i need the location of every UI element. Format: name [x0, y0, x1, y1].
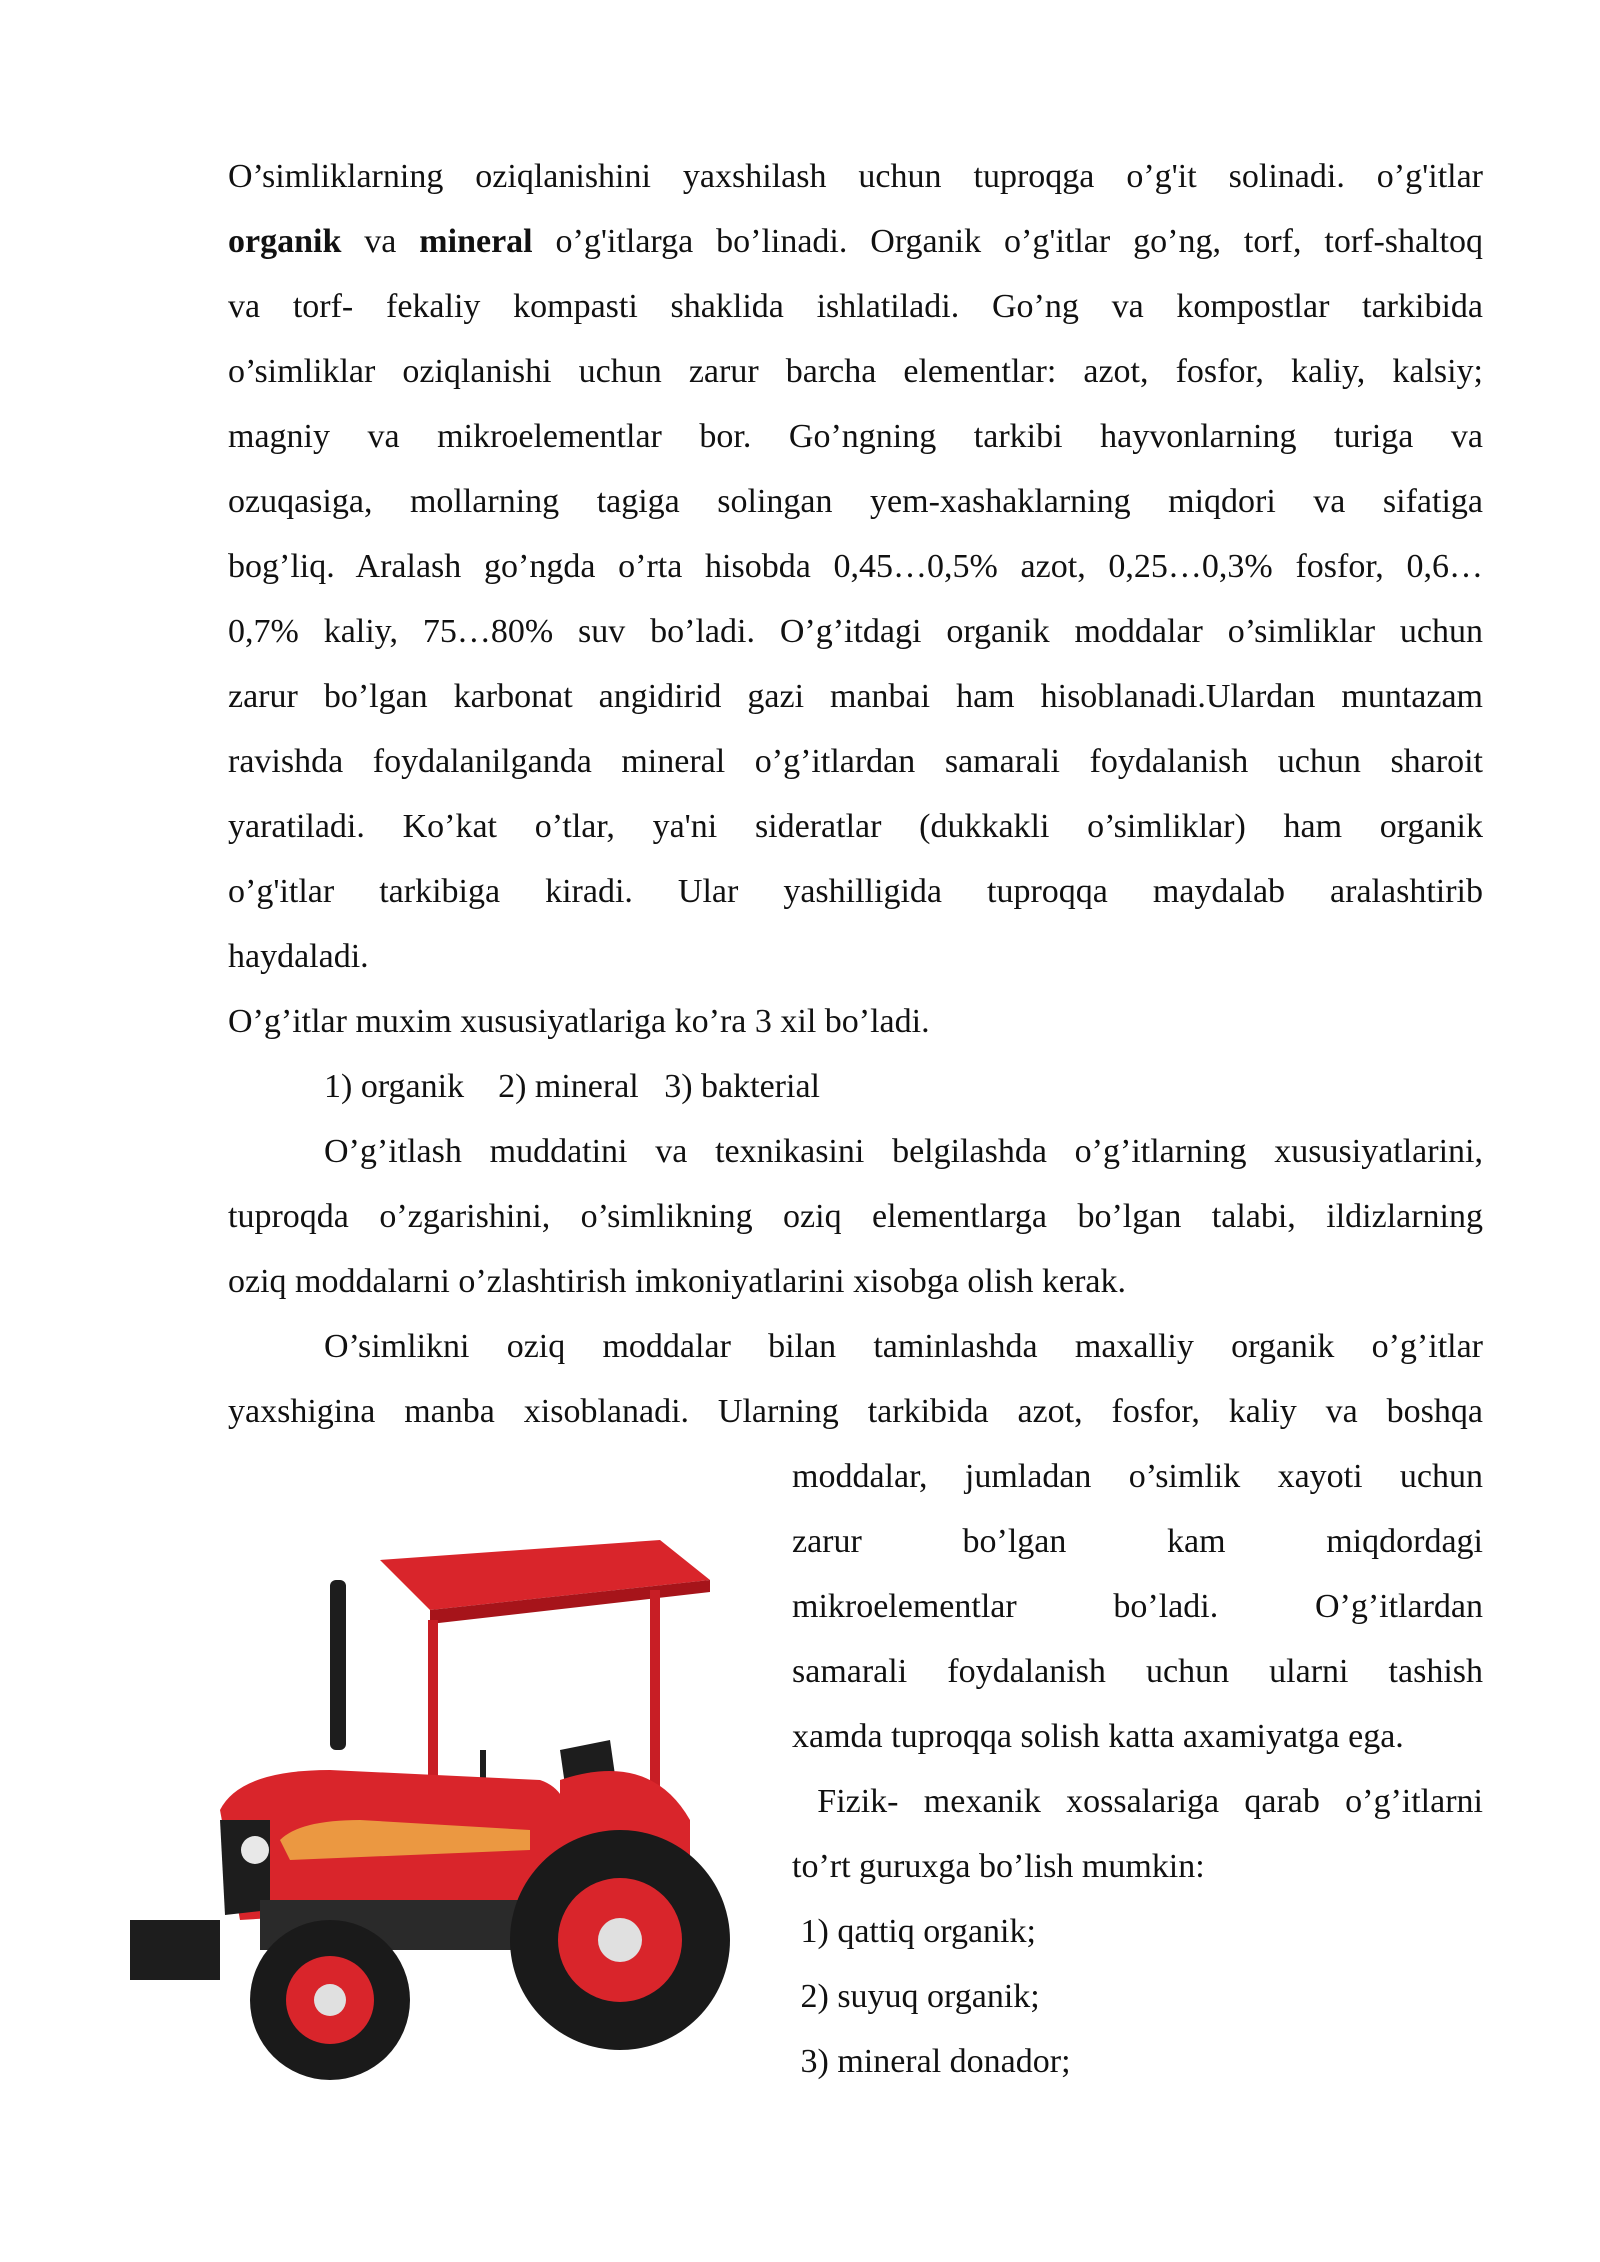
front-wheel-hub [314, 1984, 346, 2016]
list-item: 3) mineral donador; [792, 2043, 1071, 2080]
text-fragment: va [341, 223, 420, 260]
text-line: mikroelementlar bo’ladi. O’g’itlardan [792, 1588, 1483, 1625]
bold-term-mineral: mineral [419, 223, 533, 260]
exhaust-pipe [330, 1580, 346, 1750]
text-line: tuproqda o’zgarishini, o’simlikning oziq elementlarga bo’lgan talabi, ildizlarning [228, 1198, 1483, 1235]
red-tractor-illustration [130, 1520, 760, 2100]
types-intro: O’g’itlar muxim xususiyatlariga ko’ra 3 xil bo’ladi. [228, 1003, 930, 1040]
text-line: to’rt guruxga bo’lish mumkin: [792, 1848, 1205, 1885]
rear-wheel-hub [598, 1918, 642, 1962]
text-fragment: o’g'itlarga bo’linadi. Organik o’g'itlar go’ng, torf, torf-shaltoq [532, 223, 1484, 260]
text-line: zarur bo’lgan karbonat angidirid gazi manbai ham hisoblanadi.Ulardan muntazam [228, 678, 1483, 715]
headlight [241, 1836, 269, 1864]
text-line: o’simliklar oziqlanishi uchun zarur barcha elementlar: azot, fosfor, kaliy, kalsiy; [228, 353, 1483, 390]
front-weights [130, 1920, 220, 1980]
text-line: haydaladi. [228, 938, 369, 975]
text-line: ravishda foydalanilganda mineral o’g’itlardan samarali foydalanish uchun sharoit [228, 743, 1483, 780]
text-line: oziq moddalarni o’zlashtirish imkoniyatlarini xisobga olish kerak. [228, 1263, 1126, 1300]
text-line: ozuqasiga, mollarning tagiga solingan yem-xashaklarning miqdori va sifatiga [228, 483, 1483, 520]
text-line: va torf- fekaliy kompasti shaklida ishlatiladi. Go’ng va kompostlar tarkibida [228, 288, 1483, 325]
bold-term-organik: organik [228, 223, 342, 260]
text-line: moddalar, jumladan o’simlik xayoti uchun [792, 1458, 1483, 1495]
text-line: O’simlikni oziq moddalar bilan taminlashda maxalliy organik o’g’itlar [324, 1328, 1483, 1365]
text-line: o’g'itlar tarkibiga kiradi. Ular yashilligida tuproqqa maydalab aralashtirib [228, 873, 1483, 910]
text-line: zarur bo’lgan kam miqdordagi [792, 1523, 1483, 1560]
text-line: yaratiladi. Ko’kat o’tlar, ya'ni sideratlar (dukkakli o’simliklar) ham organik [228, 808, 1483, 845]
text-line: 0,7% kaliy, 75…80% suv bo’ladi. O’g’itdagi organik moddalar o’simliklar uchun [228, 613, 1483, 650]
text-line: samarali foydalanish uchun ularni tashish [792, 1653, 1483, 1690]
canopy-post [650, 1590, 660, 1800]
list-item: 2) suyuq organik; [792, 1978, 1040, 2015]
paragraph-organic-fertilizers [228, 144, 1483, 1444]
text-line: yaxshigina manba xisoblanadi. Ularning tarkibida azot, fosfor, kaliy va boshqa [228, 1393, 1483, 1430]
list-item: 1) qattiq organik; [792, 1913, 1036, 1950]
right-column-text [792, 1444, 1483, 2094]
text-line [228, 209, 1483, 274]
types-list: 1) organik 2) mineral 3) bakterial [324, 1068, 820, 1105]
text-line: O’g’itlash muddatini va texnikasini belgilashda o’g’itlarning xususiyatlarini, [324, 1133, 1483, 1170]
text-line: bog’liq. Aralash go’ngda o’rta hisobda 0,45…0,5% azot, 0,25…0,3% fosfor, 0,6… [228, 548, 1483, 585]
text-line: xamda tuproqqa solish katta axamiyatga ega. [792, 1718, 1404, 1755]
text-line: O’simliklarning oziqlanishini yaxshilash uchun tuproqga o’g'it solinadi. o’g'itlar [228, 158, 1483, 195]
text-line: magniy va mikroelementlar bor. Go’ngning tarkibi hayvonlarning turiga va [228, 418, 1483, 455]
text-line: Fizik- mexanik xossalariga qarab o’g’itlarni [792, 1783, 1483, 1820]
